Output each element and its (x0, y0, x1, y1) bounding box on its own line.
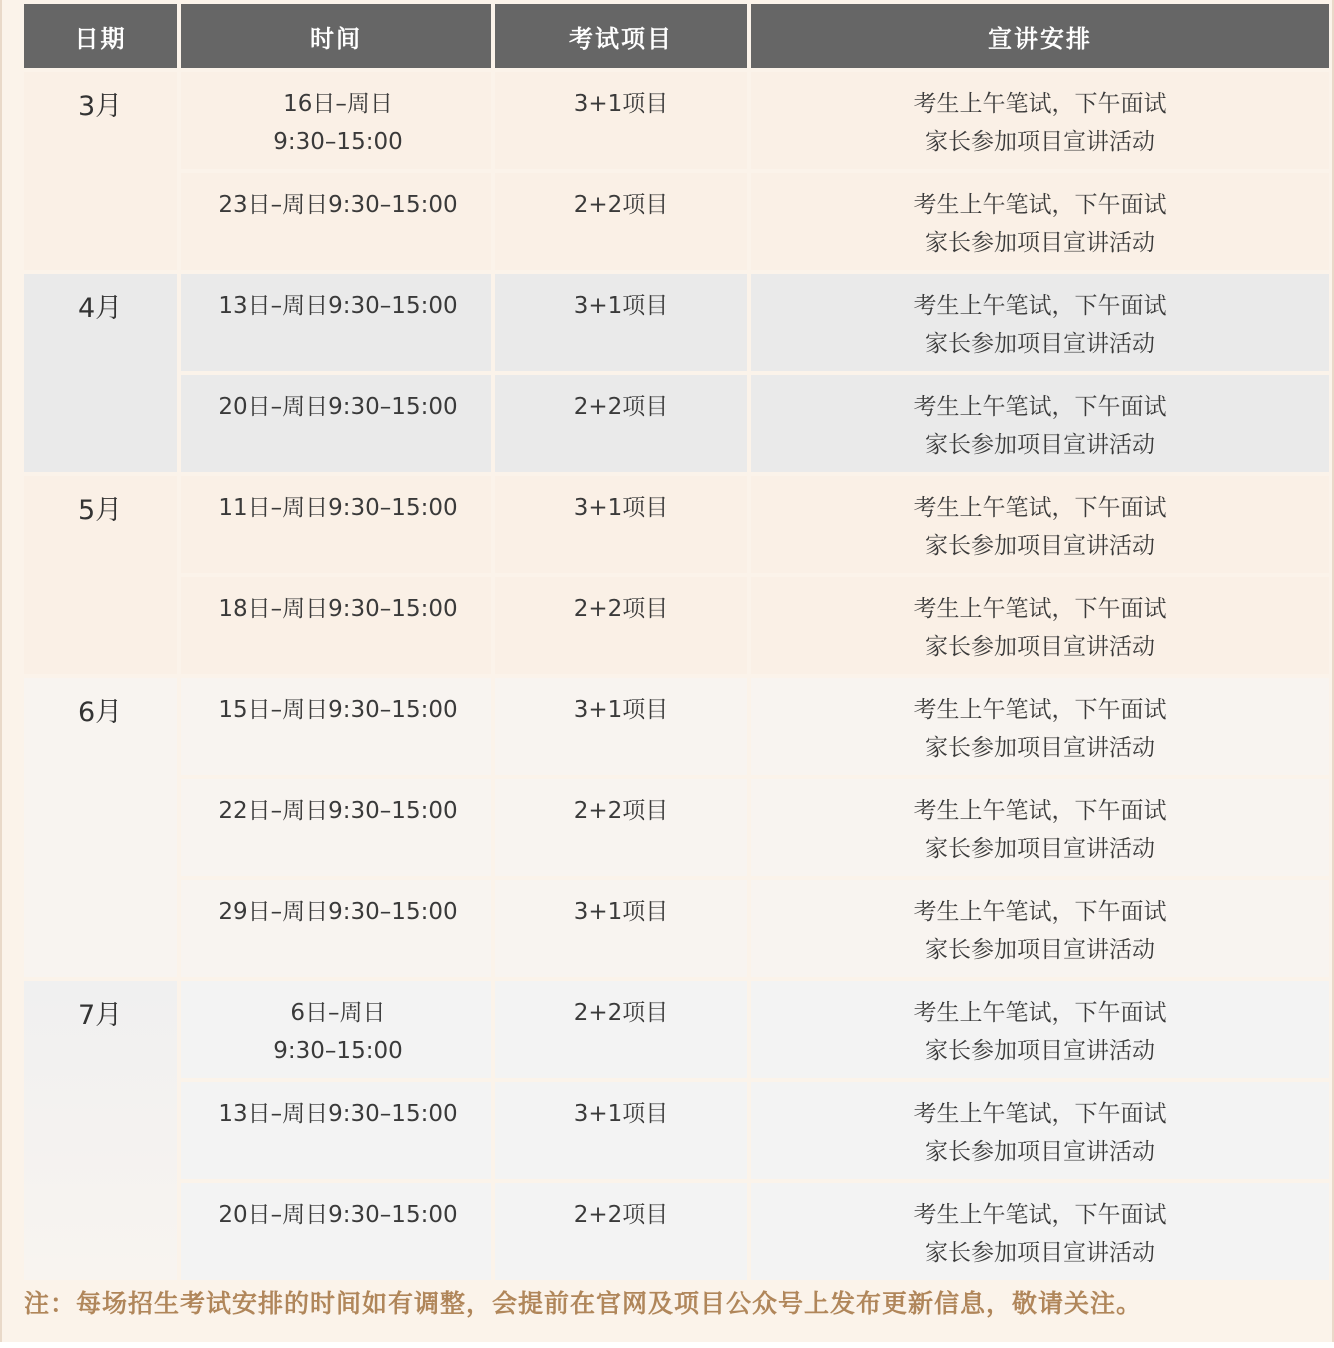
table-row (24, 1082, 1329, 1179)
page-bottom-margin (0, 1342, 1334, 1348)
header-time: 时间 (181, 4, 491, 68)
month-label: 4月 (78, 293, 123, 324)
time-line: 9:30–15:00 (273, 129, 403, 155)
header-arrangement: 宣讲安排 (751, 4, 1329, 68)
table-row (24, 72, 1329, 169)
project-cell (495, 1183, 747, 1280)
arrangement-line: 家长参加项目宣讲活动 (925, 331, 1155, 357)
arrangement-line: 考生上午笔试，下午面试 (913, 1101, 1167, 1127)
time-cell (181, 678, 491, 775)
month-label: 7月 (78, 1000, 123, 1031)
arrangement-line: 考生上午笔试，下午面试 (913, 1000, 1167, 1026)
arrangement-line: 家长参加项目宣讲活动 (925, 735, 1155, 761)
arrangement-line: 考生上午笔试，下午面试 (913, 495, 1167, 521)
arrangement-line: 考生上午笔试，下午面试 (913, 596, 1167, 622)
month-cell (24, 274, 177, 472)
table-row (24, 678, 1329, 775)
table-row (24, 1183, 1329, 1280)
arrangement-line: 家长参加项目宣讲活动 (925, 129, 1155, 155)
arrangement-line: 考生上午笔试，下午面试 (913, 394, 1167, 420)
project-label: 2+2项目 (573, 1000, 669, 1026)
project-label: 3+1项目 (573, 697, 669, 723)
arrangement-line: 家长参加项目宣讲活动 (925, 1240, 1155, 1266)
project-cell (495, 981, 747, 1078)
project-cell (495, 375, 747, 472)
time-cell (181, 72, 491, 169)
arrangement-line: 考生上午笔试，下午面试 (913, 697, 1167, 723)
project-cell (495, 779, 747, 876)
header-exam-project: 考试项目 (495, 4, 747, 68)
arrangement-line: 家长参加项目宣讲活动 (925, 634, 1155, 660)
time-line: 11日–周日9:30–15:00 (218, 495, 458, 521)
project-cell (495, 1082, 747, 1179)
time-line: 22日–周日9:30–15:00 (218, 798, 458, 824)
time-line: 18日–周日9:30–15:00 (218, 596, 458, 622)
month-cell (24, 72, 177, 270)
project-label: 2+2项目 (573, 596, 669, 622)
project-cell (495, 72, 747, 169)
arrangement-cell (751, 274, 1329, 371)
time-line: 13日–周日9:30–15:00 (218, 1101, 458, 1127)
footnote: 注：每场招生考试安排的时间如有调整，会提前在官网及项目公众号上发布更新信息，敬请关注。 (24, 1289, 1143, 1318)
project-cell (495, 577, 747, 674)
time-line: 15日–周日9:30–15:00 (218, 697, 458, 723)
arrangement-line: 家长参加项目宣讲活动 (925, 836, 1155, 862)
arrangement-line: 考生上午笔试，下午面试 (913, 293, 1167, 319)
arrangement-cell (751, 779, 1329, 876)
month-cell (24, 476, 177, 674)
project-label: 3+1项目 (573, 899, 669, 925)
arrangement-cell (751, 375, 1329, 472)
time-cell (181, 880, 491, 977)
time-cell (181, 1082, 491, 1179)
arrangement-cell (751, 173, 1329, 270)
header-date: 日期 (24, 4, 177, 68)
table-row (24, 274, 1329, 371)
time-line: 23日–周日9:30–15:00 (218, 192, 458, 218)
month-cell (24, 981, 177, 1280)
arrangement-cell (751, 880, 1329, 977)
arrangement-line: 考生上午笔试，下午面试 (913, 899, 1167, 925)
schedule-table (20, 0, 1333, 1284)
arrangement-cell (751, 72, 1329, 169)
time-cell (181, 577, 491, 674)
table-row (24, 779, 1329, 876)
project-label: 2+2项目 (573, 192, 669, 218)
table-body (24, 72, 1329, 1280)
time-line: 13日–周日9:30–15:00 (218, 293, 458, 319)
arrangement-cell (751, 981, 1329, 1078)
arrangement-line: 家长参加项目宣讲活动 (925, 1038, 1155, 1064)
project-cell (495, 678, 747, 775)
time-line: 20日–周日9:30–15:00 (218, 1202, 458, 1228)
arrangement-line: 考生上午笔试，下午面试 (913, 192, 1167, 218)
table-row (24, 577, 1329, 674)
time-cell (181, 981, 491, 1078)
table-row (24, 476, 1329, 573)
time-line: 6日–周日 (290, 1000, 386, 1026)
time-line: 29日–周日9:30–15:00 (218, 899, 458, 925)
time-line: 16日–周日 (283, 91, 393, 117)
table-header-row (24, 4, 1329, 68)
time-cell (181, 1183, 491, 1280)
arrangement-cell (751, 1082, 1329, 1179)
time-cell (181, 476, 491, 573)
time-line: 9:30–15:00 (273, 1038, 403, 1064)
time-cell (181, 274, 491, 371)
month-label: 3月 (78, 91, 123, 122)
table-row (24, 981, 1329, 1078)
arrangement-line: 家长参加项目宣讲活动 (925, 533, 1155, 559)
project-label: 3+1项目 (573, 1101, 669, 1127)
arrangement-line: 考生上午笔试，下午面试 (913, 1202, 1167, 1228)
project-label: 2+2项目 (573, 1202, 669, 1228)
project-cell (495, 880, 747, 977)
table-row (24, 173, 1329, 270)
arrangement-line: 家长参加项目宣讲活动 (925, 1139, 1155, 1165)
project-label: 2+2项目 (573, 394, 669, 420)
time-cell (181, 375, 491, 472)
arrangement-line: 家长参加项目宣讲活动 (925, 432, 1155, 458)
arrangement-line: 考生上午笔试，下午面试 (913, 798, 1167, 824)
project-label: 3+1项目 (573, 495, 669, 521)
project-label: 3+1项目 (573, 293, 669, 319)
arrangement-line: 考生上午笔试，下午面试 (913, 91, 1167, 117)
time-cell (181, 173, 491, 270)
project-cell (495, 476, 747, 573)
time-cell (181, 779, 491, 876)
arrangement-cell (751, 476, 1329, 573)
arrangement-cell (751, 577, 1329, 674)
table-row (24, 880, 1329, 977)
arrangement-line: 家长参加项目宣讲活动 (925, 937, 1155, 963)
time-line: 20日–周日9:30–15:00 (218, 394, 458, 420)
month-label: 5月 (78, 495, 123, 526)
arrangement-cell (751, 678, 1329, 775)
arrangement-line: 家长参加项目宣讲活动 (925, 230, 1155, 256)
month-cell (24, 678, 177, 977)
project-cell (495, 274, 747, 371)
project-cell (495, 173, 747, 270)
arrangement-cell (751, 1183, 1329, 1280)
month-label: 6月 (78, 697, 123, 728)
project-label: 2+2项目 (573, 798, 669, 824)
project-label: 3+1项目 (573, 91, 669, 117)
table-row (24, 375, 1329, 472)
